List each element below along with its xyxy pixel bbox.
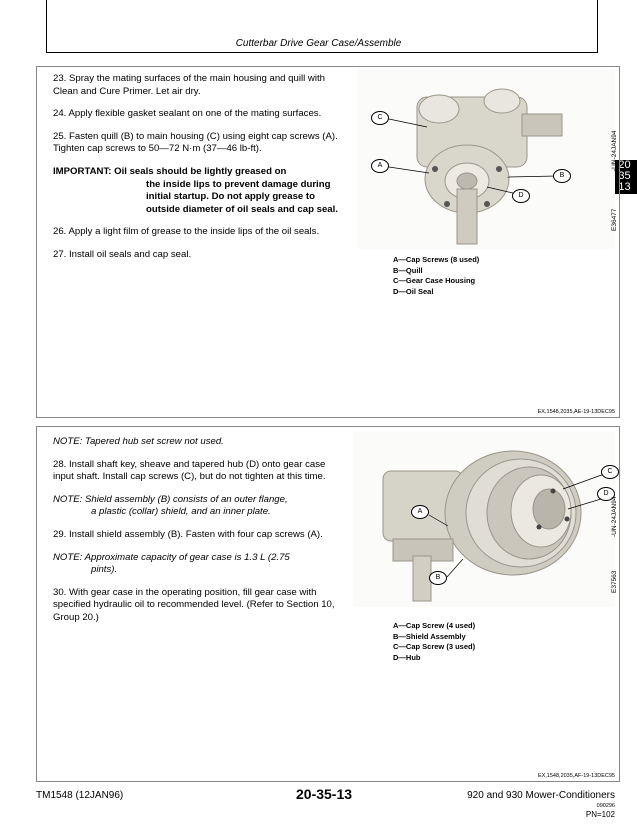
step-30: 30. With gear case in the operating position, fill gear case with specified hydraulic oil to recommended level. (Refer to Section 10, Group 20.) [53,586,335,623]
important-rest: the inside lips to prevent damage during initial startup. Do not apply grease to outside diameter of oil seals and cap seal. [146,178,338,215]
callout-b: B [553,169,571,183]
note-hub-set-screw: NOTE: Tapered hub set screw not used. [53,436,224,447]
step-24: 24. Apply flexible gasket sealant on one of the mating surfaces. [53,108,322,120]
footer-code: 090296 [596,803,615,809]
callout-a: A [411,505,429,519]
important-note [53,166,343,216]
section-tab-line: 20 [618,159,631,171]
legend-item: A—Cap Screws (8 used) [393,255,480,264]
sheave-figure [353,431,615,607]
figure-legend [393,621,475,663]
panel-footer-code: EX,1548,2035,AF-19-13DEC95 [537,773,615,779]
callout-b: B [429,571,447,585]
callout-c: C [601,465,619,479]
panel-footer-code: EX,1548,2035,AE-19-13DEC95 [537,409,615,415]
figure-code-top: -UN-24JAN94 [611,130,618,171]
important-first-line: Oil seals should be lightly greased on [114,165,287,177]
note-capacity [53,552,343,577]
callout-d: D [512,189,530,203]
note-first-line: NOTE: Shield assembly (B) consists of an outer flange, [53,493,288,505]
callout-d: D [597,487,615,501]
figure-code-top: -UN-24JAN94 [611,496,618,537]
note-shield-assembly [53,494,343,519]
legend-item: B—Shield Assembly [393,631,466,641]
section-tab-line: 13 [618,181,631,193]
callout-a: A [371,159,389,173]
legend-item: C—Cap Screw (3 used) [393,642,476,651]
figure-legend [393,255,479,297]
legend-item: A—Cap Screw (4 used) [393,621,476,630]
step-28: 28. Install shaft key, sheave and tapered hub (D) onto gear case input shaft. Install cap screws (C), but do not tighten at this time. [53,458,326,483]
figure-code-bottom: E36477 [611,208,618,231]
important-label: IMPORTANT: [53,165,112,177]
note-first-line: NOTE: Approximate capacity of gear case is 1.3 L (2.75 [53,551,290,563]
gear-case-figure [357,69,615,249]
step-27: 27. Install oil seals and cap seal. [53,248,192,260]
manual-id: TM1548 (12JAN96) [36,790,124,801]
procedure-panel-1 [36,66,620,418]
panel2-text [53,436,343,635]
step-26: 26. Apply a light film of grease to the inside lips of the oil seals. [53,226,320,238]
page-title: Cutterbar Drive Gear Case/Assemble [235,38,402,49]
legend-item: D—Hub [393,652,421,662]
legend-item: C—Gear Case Housing [393,276,476,285]
legend-item: B—Quill [393,265,423,275]
procedure-panel-2 [36,426,620,782]
legend-item: D—Oil Seal [393,286,434,296]
callout-c: C [371,111,389,125]
note-rest: a plastic (collar) shield, and an inner plate. [91,506,271,518]
manual-title: 920 and 930 Mower-Conditioners [467,790,615,801]
gear-case-photo-illustration [357,69,615,249]
header-rule [46,52,598,53]
section-tab-line: 35 [618,170,631,182]
page-number: 20-35-13 [296,786,353,802]
step-29: 29. Install shield assembly (B). Fasten with four cap screws (A). [53,528,323,540]
panel1-text [53,73,343,272]
step-25: 25. Fasten quill (B) to main housing (C) using eight cap screws (A). Tighten cap screws to 50—72 N·m (37—46 lb-ft). [53,130,338,155]
sheave-photo-illustration [353,431,615,607]
note-rest: pints). [91,564,118,576]
step-23: 23. Spray the mating surfaces of the main housing and quill with Clean and Cure Primer. Let air dry. [53,73,325,97]
figure-code-bottom: E37563 [611,570,618,593]
pn-number: PN=102 [585,810,615,819]
